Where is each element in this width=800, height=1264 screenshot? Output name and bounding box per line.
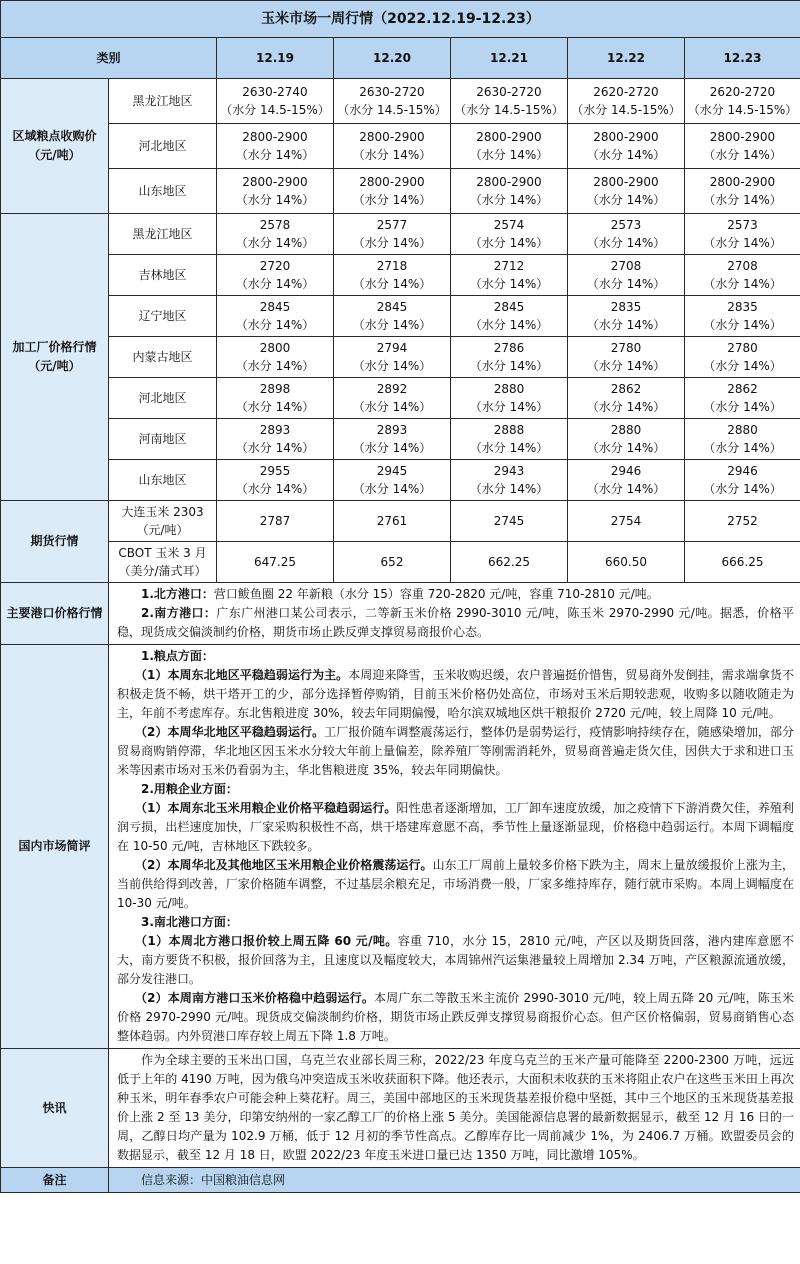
moisture-note: （水分 14%） [352, 318, 432, 332]
futures-value [334, 542, 451, 583]
futures-section-label [1, 501, 109, 583]
price-range: 2880 [493, 382, 525, 396]
region-name: 黑龙江地区 [132, 226, 193, 241]
paragraph-text: 本周迎来降雪，玉米收购迟缓，农户普遍挺价惜售，贸易商外发倒挂，需求端拿货不积极走货不畅，烘干塔开工的少，部分选择暂停购销，目前玉米价格仍处高位，市场对玉米后期较悲观，收购多以随收随走为主，年前不考虑库存。东北售粮进度 30%，较去年同期偏慢，哈尔滨双城地区烘干粮报价 2720 元/吨，较上周降 10 元/吨。 [117, 668, 794, 720]
price-cell [451, 419, 568, 460]
futures-price: 2754 [610, 514, 642, 528]
futures-value [217, 501, 334, 542]
heading-text: 2.用粮企业方面： [141, 782, 238, 796]
price-cell [334, 460, 451, 501]
price-cell [568, 419, 685, 460]
moisture-note: （水分 14%） [586, 400, 666, 414]
futures-value [685, 542, 800, 583]
futures-price: 652 [380, 555, 404, 569]
price-range: 2630-2720 [359, 85, 425, 99]
region-cell [109, 169, 217, 214]
region-cell [109, 419, 217, 460]
futures-price: 2745 [493, 514, 525, 528]
moisture-note: （水分 14%） [235, 318, 315, 332]
price-range: 2574 [493, 218, 525, 232]
section-label-text: 期货行情 [30, 534, 79, 548]
price-range: 2862 [610, 382, 642, 396]
region-name: 河北地区 [138, 390, 187, 405]
region-cell [109, 124, 217, 169]
price-range: 2800-2900 [709, 130, 776, 144]
table-row [1, 583, 800, 645]
moisture-note: （水分 14%） [352, 193, 432, 207]
price-range: 2786 [493, 341, 525, 355]
section-label-text: 加工厂价格行情（元/吨） [12, 340, 97, 373]
moisture-note: （水分 14%） [352, 482, 432, 496]
paragraph-text: 山东工厂周前上量较多价格下跌为主，周末上量放缓报价上涨为主，当前供给得到改善，厂家价格随车调整，不过基层余粮充足，市场消费一般，厂家多维持库存，随行就市采购。本周上调幅度在 10-30 元/吨。 [117, 858, 794, 910]
factory-section-label [1, 214, 109, 501]
heading-text: 1.粮点方面： [141, 649, 214, 663]
price-range: 2800-2900 [593, 175, 659, 189]
table-row [1, 1049, 800, 1168]
futures-value [568, 501, 685, 542]
price-cell [334, 296, 451, 337]
price-range: 2573 [610, 218, 642, 232]
date-header: 12.22 [568, 38, 685, 79]
moisture-note: （水分 14%） [586, 193, 666, 207]
price-cell [217, 124, 334, 169]
price-cell [451, 378, 568, 419]
moisture-note: （水分 14%） [352, 148, 432, 162]
price-range: 2892 [376, 382, 408, 396]
price-cell [685, 169, 800, 214]
futures-value [568, 542, 685, 583]
moisture-note: （水分 14%） [469, 193, 549, 207]
price-range: 2794 [376, 341, 408, 355]
moisture-note: （水分 14%） [352, 359, 432, 373]
moisture-note: （水分 14%） [586, 318, 666, 332]
paragraph-lead: （1）本周北方港口报价较上周五降 60 元/吨。 [135, 934, 398, 948]
review-paragraph [117, 666, 794, 723]
moisture-note: （水分 14%） [703, 359, 782, 373]
price-cell [217, 214, 334, 255]
futures-price: 2787 [259, 514, 291, 528]
table-row [1, 255, 800, 296]
price-cell [451, 337, 568, 378]
moisture-note: （水分 14%） [703, 318, 782, 332]
table-row [1, 378, 800, 419]
price-cell [334, 419, 451, 460]
price-range: 2620-2720 [593, 85, 659, 99]
table-row [1, 337, 800, 378]
moisture-note: （水分 14%） [703, 441, 782, 455]
futures-contract [109, 501, 217, 542]
price-range: 2708 [610, 259, 642, 273]
price-cell [685, 460, 800, 501]
review-heading [117, 913, 794, 932]
table-row [1, 1168, 800, 1193]
region-name: 河南地区 [138, 431, 187, 446]
news-content [109, 1049, 800, 1168]
price-cell [568, 255, 685, 296]
review-heading [117, 647, 794, 666]
price-range: 2780 [610, 341, 642, 355]
moisture-note: （水分 14%） [703, 482, 782, 496]
review-heading [117, 780, 794, 799]
table-row [1, 645, 800, 1049]
domestic-content [109, 645, 800, 1049]
port-item [117, 585, 794, 604]
price-cell [685, 296, 800, 337]
moisture-note: （水分 14%） [469, 277, 549, 291]
paragraph-lead: （1）本周东北地区平稳趋弱运行为主。 [135, 668, 349, 682]
price-cell [217, 460, 334, 501]
section-label-text: 备注 [42, 1172, 67, 1187]
price-cell [334, 214, 451, 255]
moisture-note: （水分 14%） [703, 193, 782, 207]
futures-price: 666.25 [721, 555, 764, 569]
price-range: 2880 [727, 423, 758, 437]
date-header: 12.19 [217, 38, 334, 79]
price-range: 2946 [727, 464, 758, 478]
price-cell [568, 169, 685, 214]
price-cell [451, 296, 568, 337]
region-name: 山东地区 [138, 183, 187, 198]
section-label-text: 快讯 [42, 1100, 67, 1115]
price-range: 2800-2900 [359, 130, 425, 144]
region-name: 内蒙古地区 [132, 349, 193, 364]
paragraph-lead: （1）本周东北玉米用粮企业价格平稳趋弱运行。 [135, 801, 397, 815]
moisture-note: （水分 14.5-15%） [571, 103, 681, 117]
price-cell [685, 378, 800, 419]
review-paragraph [117, 932, 794, 989]
moisture-note: （水分 14.5-15%） [220, 103, 330, 117]
price-range: 2893 [259, 423, 291, 437]
price-cell [451, 79, 568, 124]
price-range: 2800 [259, 341, 291, 355]
moisture-note: （水分 14.5-15%） [687, 103, 798, 117]
news-section-label [1, 1049, 109, 1168]
moisture-note: （水分 14%） [469, 441, 549, 455]
contract-name: CBOT 玉米 3 月 [118, 546, 207, 560]
note-section-label [1, 1168, 109, 1193]
region-name: 黑龙江地区 [132, 93, 193, 108]
note-content [109, 1168, 800, 1193]
region-name: 山东地区 [138, 472, 187, 487]
moisture-note: （水分 14%） [352, 277, 432, 291]
moisture-note: （水分 14%） [352, 236, 432, 250]
price-cell [568, 79, 685, 124]
price-range: 2720 [259, 259, 291, 273]
price-cell [568, 296, 685, 337]
price-cell [568, 337, 685, 378]
price-range: 2946 [610, 464, 642, 478]
paragraph-lead: （2）本周华北地区平稳趋弱运行。 [135, 725, 325, 739]
price-range: 2577 [376, 218, 408, 232]
moisture-note: （水分 14.5-15%） [454, 103, 564, 117]
price-range: 2955 [259, 464, 291, 478]
port-item [117, 604, 794, 642]
price-cell [334, 255, 451, 296]
region-cell [109, 214, 217, 255]
price-range: 2780 [727, 341, 758, 355]
moisture-note: （水分 14%） [586, 277, 666, 291]
price-cell [217, 296, 334, 337]
price-cell [217, 378, 334, 419]
price-range: 2845 [376, 300, 408, 314]
price-cell [685, 124, 800, 169]
price-cell [217, 255, 334, 296]
price-cell [685, 214, 800, 255]
price-range: 2573 [727, 218, 758, 232]
futures-value [451, 542, 568, 583]
note-source [117, 1171, 794, 1190]
moisture-note: （水分 14%） [352, 441, 432, 455]
price-cell [685, 419, 800, 460]
price-cell [217, 79, 334, 124]
moisture-note: （水分 14%） [703, 400, 782, 414]
moisture-note: （水分 14%） [469, 236, 549, 250]
futures-price: 660.50 [605, 555, 647, 569]
table-row [1, 501, 800, 542]
price-cell [334, 124, 451, 169]
news-text: 作为全球主要的玉米出口国，乌克兰农业部长周三称，2022/23 年度乌克兰的玉米产量可能降至 2200-2300 万吨，远远低于上年的 4190 万吨，因为俄乌冲突造成玉米收获面积下降。他还表示，大面积未收获的玉米将阻止农户在这些玉米田上再次种玉米，明年春季农户可能会种上葵花籽。周三，美国中部地区的玉米现货基差报价稳中坚挺，其中三个地区的玉米现货基差报价上涨 2 至 13 美分，印第安纳州的一家乙醇工厂的价格上涨 5 美分。美国能源信息署的最新数据显示，截至 12 月 16 日的一周，乙醇日均产量为 102.9 万桶，低于 12 月初的季节性高点。乙醇库存比一周前减少 1%，为 2406.7 万桶。欧盟委员会的数据显示，截至 12 月 18 日，欧盟 2022/23 年度玉米进口量已达 1350 万吨，同比激增 105%。 [117, 1053, 794, 1162]
futures-price: 647.25 [254, 555, 296, 569]
futures-value [217, 542, 334, 583]
price-cell [334, 169, 451, 214]
port-name: 2.南方港口： [141, 606, 217, 620]
price-range: 2708 [727, 259, 758, 273]
review-paragraph [117, 799, 794, 856]
section-label-text: 主要港口价格行情 [6, 606, 103, 620]
price-range: 2835 [610, 300, 642, 314]
futures-price: 662.25 [488, 555, 530, 569]
price-cell [451, 124, 568, 169]
paragraph-lead: （2）本周南方港口玉米价格稳中趋弱运行。 [135, 991, 374, 1005]
contract-unit: （元/吨） [136, 523, 189, 537]
price-range: 2800-2900 [242, 175, 308, 189]
moisture-note: （水分 14%） [469, 482, 549, 496]
moisture-note: （水分 14%） [703, 148, 782, 162]
price-range: 2800-2900 [709, 175, 776, 189]
moisture-note: （水分 14%） [586, 236, 666, 250]
price-range: 2943 [493, 464, 525, 478]
price-cell [217, 419, 334, 460]
date-header: 12.21 [451, 38, 568, 79]
paragraph-text: 容重 710，水分 15，2810 元/吨，产区以及期货回落，港内建库意愿不大，南方要货不积极，报价回落为主，且速度以及幅度较大，本周锦州汽运集港量较上周增加 2.34 万吨，产区粮源流通放缓，部分发往港口。 [117, 934, 795, 986]
table-row [1, 419, 800, 460]
moisture-note: （水分 14%） [586, 148, 666, 162]
table-row [1, 542, 800, 583]
paragraph-text: 工厂报价随车调整震荡运行，整体仍是弱势运行，疫情影响持续存在，随感染增加，部分贸易商购销停滞，华北地区因玉米水分较大年前上量偏差，除养殖厂等刚需消耗外，贸易商普遍走货欠佳，因供大于求和进口玉米等因素市场对玉米仍看弱为主，华北售粮进度 35%，较去年同期偏快。 [117, 725, 794, 777]
moisture-note: （水分 14%） [235, 400, 315, 414]
price-range: 2718 [376, 259, 408, 273]
moisture-note: （水分 14.5-15%） [337, 103, 447, 117]
moisture-note: （水分 14%） [235, 277, 315, 291]
ports-section-label [1, 583, 109, 645]
price-range: 2862 [727, 382, 758, 396]
price-range: 2880 [610, 423, 642, 437]
review-paragraph [117, 723, 794, 780]
moisture-note: （水分 14%） [469, 400, 549, 414]
price-cell [568, 460, 685, 501]
table-row [1, 460, 800, 501]
price-cell [568, 378, 685, 419]
futures-value [334, 501, 451, 542]
moisture-note: （水分 14%） [586, 482, 666, 496]
moisture-note: （水分 14%） [235, 148, 315, 162]
price-range: 2898 [259, 382, 291, 396]
price-range: 2835 [727, 300, 758, 314]
price-cell [334, 378, 451, 419]
section-label-text: 区域粮点收购价（元/吨） [12, 129, 97, 162]
futures-value [451, 501, 568, 542]
price-cell [217, 337, 334, 378]
date-header: 12.20 [334, 38, 451, 79]
price-range: 2630-2740 [242, 85, 308, 99]
price-range: 2845 [259, 300, 291, 314]
contract-name: 大连玉米 2303 [121, 505, 204, 519]
price-range: 2888 [493, 423, 525, 437]
moisture-note: （水分 14%） [469, 148, 549, 162]
moisture-note: （水分 14%） [586, 441, 666, 455]
price-range: 2945 [376, 464, 408, 478]
moisture-note: （水分 14%） [469, 359, 549, 373]
moisture-note: （水分 14%） [235, 441, 315, 455]
price-cell [334, 337, 451, 378]
table-row [1, 169, 800, 214]
moisture-note: （水分 14%） [235, 236, 315, 250]
moisture-note: （水分 14%） [703, 236, 782, 250]
moisture-note: （水分 14%） [235, 482, 315, 496]
price-range: 2845 [493, 300, 525, 314]
moisture-note: （水分 14%） [235, 359, 315, 373]
price-cell [451, 214, 568, 255]
price-cell [568, 124, 685, 169]
price-cell [685, 79, 800, 124]
price-cell [451, 255, 568, 296]
heading-text: 3.南北港口方面： [141, 915, 238, 929]
region-cell [109, 296, 217, 337]
paragraph-text: 本周广东二等散玉米主流价 2990-3010 元/吨，较上周五降 20 元/吨，陈玉米价格 2970-2990 元/吨。现货成交偏淡制约价格，期货市场止跌反弹支撑贸易商报价心态。但产区价格偏弱，贸易商销售心态整体趋弱。内外贸港口库存较上周五下降 1.8 万吨。 [117, 991, 794, 1043]
table-row [1, 296, 800, 337]
news-paragraph [117, 1051, 794, 1165]
price-range: 2620-2720 [709, 85, 776, 99]
category-header: 类别 [1, 38, 217, 79]
price-range: 2800-2900 [593, 130, 659, 144]
price-range: 2800-2900 [242, 130, 308, 144]
moisture-note: （水分 14%） [352, 400, 432, 414]
price-range: 2630-2720 [476, 85, 542, 99]
region-cell [109, 378, 217, 419]
price-cell [451, 460, 568, 501]
moisture-note: （水分 14%） [703, 277, 782, 291]
futures-value [685, 501, 800, 542]
price-range: 2800-2900 [476, 130, 542, 144]
contract-unit: （美分/蒲式耳） [118, 564, 207, 578]
domestic-section-label [1, 645, 109, 1049]
futures-contract [109, 542, 217, 583]
price-range: 2578 [259, 218, 291, 232]
purchase-section-label [1, 79, 109, 214]
region-cell [109, 255, 217, 296]
futures-price: 2752 [727, 514, 758, 528]
price-cell [451, 169, 568, 214]
price-cell [568, 214, 685, 255]
region-cell [109, 79, 217, 124]
moisture-note: （水分 14%） [235, 193, 315, 207]
futures-price: 2761 [376, 514, 408, 528]
section-label-text: 国内市场简评 [18, 839, 91, 853]
port-name: 1.北方港口： [141, 587, 214, 601]
moisture-note: （水分 14%） [469, 318, 549, 332]
region-name: 河北地区 [138, 138, 187, 153]
moisture-note: （水分 14%） [586, 359, 666, 373]
price-cell [217, 169, 334, 214]
review-paragraph [117, 856, 794, 913]
region-cell [109, 337, 217, 378]
table-row [1, 124, 800, 169]
review-paragraph [117, 989, 794, 1046]
paragraph-lead: （2）本周华北及其他地区玉米用粮企业价格震荡运行。 [135, 858, 433, 872]
paragraph-text: 阳性患者逐渐增加，工厂卸车速度放缓，加之疫情下下游消费欠佳，养殖利润亏损，出栏速度加快，厂家采购积极性不高，烘干塔建库意愿不高，季节性上量逐渐显现，价格稳中趋弱运行。本周下调幅度在 10-50 元/吨，吉林地区下跌较多。 [117, 801, 794, 853]
table-row [1, 214, 800, 255]
source-text: 信息来源：中国粮油信息网 [141, 1172, 286, 1187]
table-row [1, 79, 800, 124]
page-title: 玉米市场一周行情（2022.12.19-12.23） [1, 1, 800, 38]
port-text: 营口鲅鱼圈 22 年新粮（水分 15）容重 720-2820 元/吨，容重 710-2810 元/吨。 [213, 587, 659, 601]
price-range: 2800-2900 [476, 175, 542, 189]
date-header: 12.23 [685, 38, 800, 79]
region-cell [109, 460, 217, 501]
price-range: 2800-2900 [359, 175, 425, 189]
ports-content [109, 583, 800, 645]
region-name: 吉林地区 [138, 267, 187, 282]
price-cell [685, 337, 800, 378]
port-text: 广东广州港口某公司表示，二等新玉米价格 2990-3010 元/吨，陈玉米 2970-2990 元/吨。据悉，价格平稳，现货成交偏淡制约价格，期货市场止跌反弹支撑贸易商报价心态。 [117, 606, 794, 639]
region-name: 辽宁地区 [138, 308, 187, 323]
price-cell [334, 79, 451, 124]
price-cell [685, 255, 800, 296]
price-range: 2712 [493, 259, 525, 273]
price-range: 2893 [376, 423, 408, 437]
